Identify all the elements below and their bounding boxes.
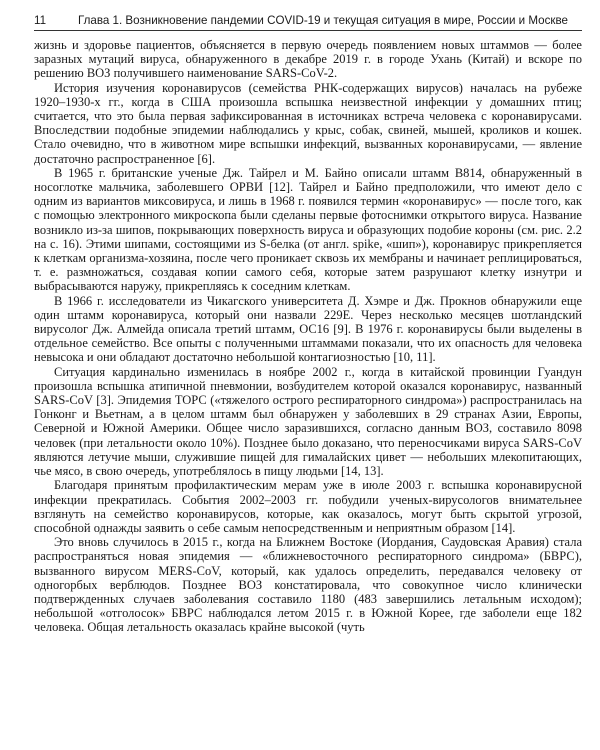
paragraph: Благодаря принятым профилактическим мерам уже в июле 2003 г. вспышка коронавирусной инфекции прекратилась. События 2002–2003 гг. побудили ученых-вирусологов внимательнее взглянуть на семейство коронавирусов, которые, как оказалось, могут быть скрытой угрозой, способной однажды заявить о себе самым непосредственным и неприятным образом [14]. bbox=[34, 478, 582, 535]
chapter-title: Глава 1. Возникновение пандемии COVID-19 и текущая ситуация в мире, России и Москве bbox=[78, 14, 568, 27]
header-rule bbox=[34, 30, 582, 31]
paragraph: жизнь и здоровье пациентов, объясняется в первую очередь появлением новых штаммов — более заразных мутаций вируса, обнаруженного в декабре 2019 г. в городе Ухань (Китай) и вскоре по решению ВОЗ получившего наименование SARS-CoV-2. bbox=[34, 38, 582, 81]
page-body bbox=[34, 38, 582, 744]
paragraph: История изучения коронавирусов (семейства РНК-содержащих вирусов) началась на рубеже 1920–1930-х гг., когда в США произошла вспышка неизвестной инфекции у домашних птиц; считается, что это была первая зафиксированная в источниках встреча человека с коронавирусами. Впоследствии подобные эпидемии наблюдались у крыс, собак, свиней, мышей, кроликов и кошек. Стало очевидно, что в животном мире вспышки инфекций, вызванных коронавирусами, — явление достаточно распространенное [6]. bbox=[34, 80, 582, 166]
paragraph: Ситуация кардинально изменилась в ноябре 2002 г., когда в китайской провинции Гуандун произошла вспышка атипичной пневмонии, возбудителем которой оказался коронавирус, названный SARS-CoV [3]. Эпидемия ТОРС («тяжелого острого респираторного синдрома») распространилась на Гонконг и Вьетнам, а в целом штамм был обнаружен у заболевших в 29 странах Азии, Европы, Северной и Южной Америки. Общее число заразившихся, согласно данным ВОЗ, составило 8098 человек (при летальности около 10%). Позднее было доказано, что переносчиками вируса SARS-CoV являются летучие мыши, служившие пищей для гималайских цивет — небольших млекопитающих, чье мясо, в свою очередь, употреблялось в пищу людьми [14, 13]. bbox=[34, 364, 582, 479]
paragraph: В 1965 г. британские ученые Дж. Тайрел и М. Байно описали штамм В814, обнаруженный в носоглотке мальчика, заболевшего ОРВИ [12]. Тайрел и Байно предположили, что имеют дело с одним из вариантов миксовируса, и лишь в 1968 г. появился термин «коронавирус» — после того, как с помощью электронного микроскопа были сделаны первые фотоснимки открытого вируса. Название возникло из-за шипов, покрывающих поверхность вируса и образующих подобие короны (см. рис. 2.2 на с. 16). Этими шипами, состоящими из S-белка (от англ. spike, «шип»), коронавирус прикрепляется к клеткам организма-хозяина, после чего проникает сквозь их мембраны и начинает реплицироваться, т. е. размножаться, создавая копии самого себя, которые затем разрушают клетку изнутри и выбрасываются наружу, прикрепляясь к соседним клеткам. bbox=[34, 165, 582, 294]
paragraph: В 1966 г. исследователи из Чикагского университета Д. Хэмре и Дж. Прокнов обнаружили еще один штамм коронавируса, который они назвали 229E. Через несколько месяцев шотландский вирусолог Дж. Алмейда описала третий штамм, OC16 [9]. В 1976 г. коронавирусы были выделены в отдельное семейство. Все опыты с полученными штаммами показали, что их опасность для человека невысока и они обладают достаточно небольшой контагиозностью [10, 11]. bbox=[34, 293, 582, 365]
paragraph: Это вновь случилось в 2015 г., когда на Ближнем Востоке (Иордания, Саудовская Аравия) стала распространяться новая эпидемия — «ближневосточного респираторного синдрома» (БВРС), вызванного вирусом MERS-CoV, который, как удалось определить, передавался человеку от одногорбых верблюдов. Позднее ВОЗ констатировала, что совокупное число клинически подтвержденных случаев заболевания составило 1180 (483 завершились летальным исходом); небольшой «отголосок» БВРС наблюдался летом 2015 г. в Южной Корее, где заболели еще 182 человека. Общая летальность оказалась крайне высокой (чуть bbox=[34, 535, 582, 635]
running-header bbox=[34, 13, 582, 29]
page-number: 11 bbox=[34, 14, 47, 27]
